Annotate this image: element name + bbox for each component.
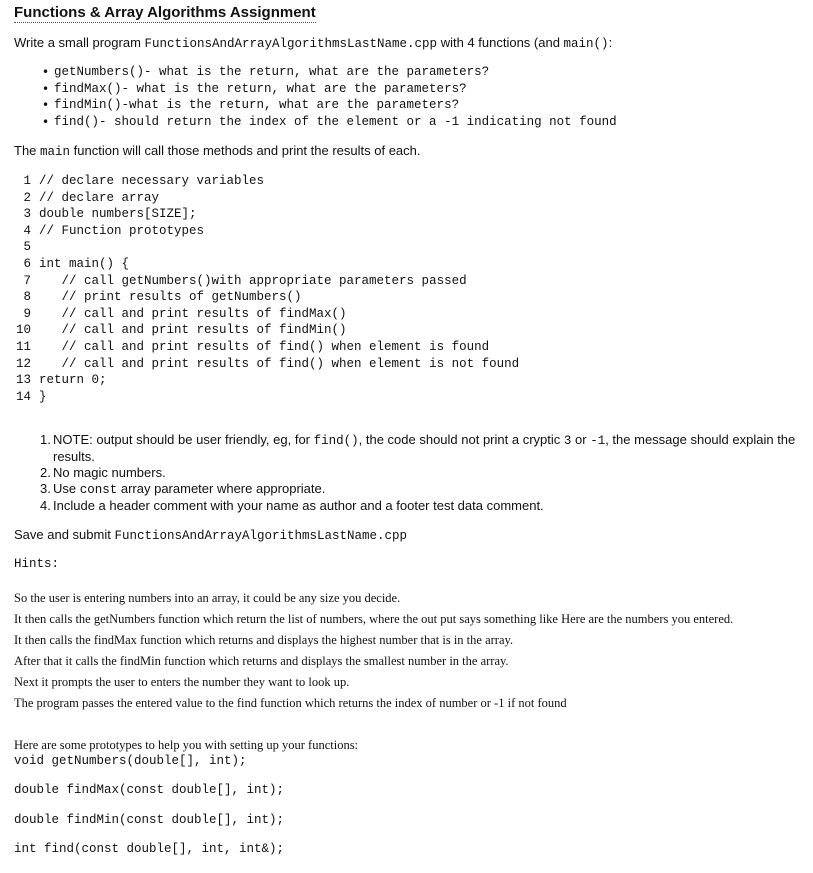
- note-inline-code: 3: [563, 434, 572, 448]
- code-line-number: 6: [23, 256, 31, 271]
- code-line-number: 8: [23, 290, 31, 305]
- function-bullet-find: • find()- should return the index of the element or a -1 indicating not found: [42, 114, 617, 131]
- intro-text-middle: with 4 functions (and: [437, 35, 564, 50]
- main-note-after: function will call those methods and print the results of each.: [70, 143, 421, 158]
- code-line: [14, 372, 519, 389]
- code-line: [14, 223, 519, 240]
- code-line-text: // call getNumbers()with appropriate parameters passed: [39, 273, 467, 288]
- note-number: 3.: [40, 481, 51, 496]
- code-line: [14, 322, 519, 339]
- intro-text-before: Write a small program: [14, 35, 145, 50]
- code-line-text: return 0;: [39, 373, 107, 388]
- prototypes-intro: Here are some prototypes to help you with setting up your functions:: [14, 738, 359, 752]
- note-inline-code: -1: [590, 434, 606, 448]
- hint-paragraph: It then calls the findMax function which returns and displays the highest number that is in the array.: [14, 633, 514, 647]
- note-text: [53, 432, 808, 465]
- prototype-find: int find(const double[], int, int&);: [14, 842, 285, 856]
- note-text-part: or: [571, 432, 591, 447]
- save-text: Save and submit: [14, 527, 115, 542]
- prototype-find-max: double findMax(const double[], int);: [14, 783, 285, 797]
- intro-text-after: :: [608, 35, 613, 50]
- code-line: [14, 273, 519, 290]
- notes-list: [40, 432, 808, 514]
- note-number: 4.: [40, 498, 51, 513]
- note-inline-code: const: [79, 483, 118, 497]
- note-text: [53, 465, 808, 481]
- code-line-number: 2: [23, 190, 31, 205]
- hint-paragraph: The program passes the entered value to the find function which returns the index of number or -1 if not found: [14, 696, 567, 710]
- code-line: [14, 339, 519, 356]
- note-item: [40, 432, 808, 465]
- note-text-part: NOTE: output should be user friendly, eg, for: [53, 432, 314, 447]
- hint-paragraph: So the user is entering numbers into an array, it could be any size you decide.: [14, 591, 401, 605]
- note-text: [53, 481, 808, 498]
- note-text: [53, 498, 808, 514]
- code-line: [14, 356, 519, 373]
- code-line: [14, 306, 519, 323]
- intro-filename: FunctionsAndArrayAlgorithmsLastName.cpp: [144, 37, 438, 51]
- note-text-part: Use: [53, 481, 80, 496]
- code-line-text: // Function prototypes: [39, 223, 205, 238]
- code-line: [14, 289, 519, 306]
- note-number: 1.: [40, 432, 51, 447]
- code-line-text: // call and print results of findMax(): [39, 306, 347, 321]
- prototype-find-min: double findMin(const double[], int);: [14, 813, 285, 827]
- code-line-text: // call and print results of findMin(): [39, 323, 347, 338]
- code-line-text: // call and print results of find() when element is found: [39, 339, 490, 354]
- code-line-text: int main() {: [39, 256, 130, 271]
- code-line-text: double numbers[SIZE];: [39, 207, 197, 222]
- code-line-number: 4: [23, 223, 31, 238]
- code-line: [14, 389, 519, 406]
- code-line-number: 14: [15, 389, 31, 404]
- code-line-text: // print results of getNumbers(): [39, 290, 302, 305]
- note-inline-code: find(): [313, 434, 359, 448]
- code-line: [14, 256, 519, 273]
- note-text-part: array parameter where appropriate.: [117, 481, 326, 496]
- code-line-text: // declare array: [39, 190, 160, 205]
- note-text-part: , the message should explain the results.: [53, 432, 796, 464]
- hints-label: Hints:: [14, 557, 60, 571]
- code-line-text: // declare necessary variables: [39, 174, 265, 188]
- main-function-note: [14, 143, 421, 159]
- function-bullet-find-min: • findMin()-what is the return, what are the parameters?: [42, 97, 617, 114]
- code-line-number: 12: [15, 356, 31, 371]
- hints-paragraphs: [14, 591, 733, 717]
- note-item: [40, 481, 808, 498]
- code-line-number: 1: [23, 174, 31, 188]
- note-text-part: Include a header comment with your name as author and a footer test data comment.: [53, 498, 544, 513]
- main-note-before: The: [14, 143, 41, 158]
- function-bullet-find-max: • findMax()- what is the return, what are the parameters?: [42, 81, 617, 98]
- prototype-get-numbers: void getNumbers(double[], int);: [14, 754, 247, 768]
- code-line-number: 13: [15, 373, 31, 388]
- code-line-text: }: [39, 389, 47, 404]
- main-note-code: main: [40, 145, 71, 159]
- note-number: 2.: [40, 465, 51, 480]
- assignment-title: Functions & Array Algorithms Assignment: [14, 4, 316, 21]
- intro-paragraph: [14, 35, 612, 51]
- note-item: [40, 498, 808, 514]
- code-block: [14, 173, 519, 405]
- hint-paragraph: It then calls the getNumbers function which return the list of numbers, where the out put says something like Here are the numbers you entered.: [14, 612, 734, 626]
- code-line: [14, 190, 519, 207]
- note-text-part: No magic numbers.: [53, 465, 166, 480]
- function-bullet-list: [42, 64, 617, 130]
- code-line-number: 3: [23, 207, 31, 222]
- code-line-number: 5: [23, 240, 31, 255]
- intro-main-code: main(): [563, 37, 609, 51]
- code-line-text: // call and print results of find() when element is not found: [39, 356, 520, 371]
- note-item: [40, 465, 808, 481]
- code-line: [14, 173, 519, 190]
- note-text-part: , the code should not print a cryptic: [358, 432, 564, 447]
- function-bullet-get-numbers: • getNumbers()- what is the return, what are the parameters?: [42, 64, 617, 81]
- code-line-number: 9: [23, 306, 31, 321]
- code-line-number: 11: [15, 339, 31, 354]
- save-instruction: [14, 527, 407, 543]
- code-line-number: 10: [15, 323, 31, 338]
- hint-paragraph: After that it calls the findMin function which returns and displays the smallest number in the array.: [14, 654, 509, 668]
- code-line: [14, 239, 519, 256]
- code-line: [14, 206, 519, 223]
- save-filename: FunctionsAndArrayAlgorithmsLastName.cpp: [114, 529, 408, 543]
- code-line-number: 7: [23, 273, 31, 288]
- hint-paragraph: Next it prompts the user to enters the number they want to look up.: [14, 675, 350, 689]
